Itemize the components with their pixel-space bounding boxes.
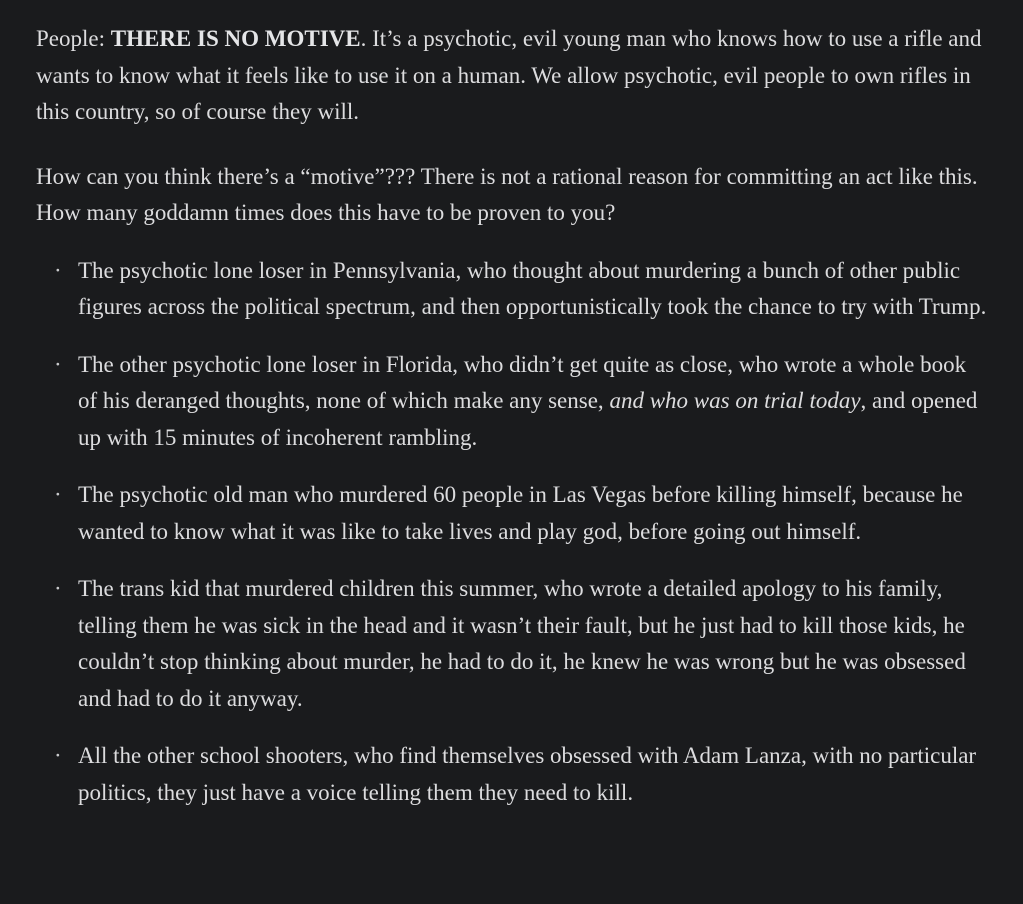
list-item-text-pre: The other psychotic lone loser in Florida, who didn’t get quite as close, who wrote a whole book of his deranged thoughts, none of which make any sense, <box>78 351 967 413</box>
bullet-icon: · <box>54 257 62 283</box>
paragraph-motive-question: How can you think there’s a “motive”??? There is not a rational reason for committing an act like this. How many goddamn times does this have to be proven to you? <box>36 163 978 225</box>
bullet-icon: · <box>54 482 62 507</box>
paragraph-no-motive-rest: . It’s a psychotic, evil young man who knows how to use a rifle and wants to know what it feels like to use it on a human. We allow psychotic, evil people to own rifles in this country, so of course they will. <box>36 26 982 124</box>
paragraph-no-motive <box>36 21 989 131</box>
bullet-icon: · <box>54 576 62 601</box>
list-item-text: The trans kid that murdered children this summer, who wrote a detailed apology to his family, telling them he was sick in the head and it wasn’t their fault, but he just had to kill those kids, he couldn’t stop thinking about murder, he had to do it, he knew he was wrong but he was obsessed and had to do it anyway. <box>78 576 966 711</box>
list-item-summer-shooting <box>36 571 989 717</box>
list-item-las-vegas <box>36 477 989 550</box>
list-item-text-post: , and opened up with 15 minutes of incoherent rambling. <box>78 388 978 450</box>
bullet-icon: · <box>54 743 62 768</box>
examples-bullet-list <box>36 253 989 812</box>
list-item-text: The psychotic lone loser in Pennsylvania, who thought about murdering a bunch of other public figures across the political spectrum, and then opportunistically took the chance to try with Trump. <box>78 257 987 319</box>
list-item-text <box>78 347 989 457</box>
list-item-school-shooters <box>36 738 989 811</box>
list-item-text-italic: and who was on trial today <box>609 388 861 413</box>
list-item-florida <box>36 347 989 457</box>
bullet-icon: · <box>54 351 62 377</box>
list-item-text: The psychotic old man who murdered 60 people in Las Vegas before killing himself, because he wanted to know what it was like to take lives and play god, before going out himself. <box>78 482 963 544</box>
list-item-text: All the other school shooters, who find themselves obsessed with Adam Lanza, with no particular politics, they just have a voice telling them they need to kill. <box>78 743 977 805</box>
list-item-pennsylvania <box>36 253 989 326</box>
paragraph-no-motive-prefix: People: <box>36 26 111 51</box>
no-motive-bold-text: THERE IS NO MOTIVE <box>110 26 361 51</box>
